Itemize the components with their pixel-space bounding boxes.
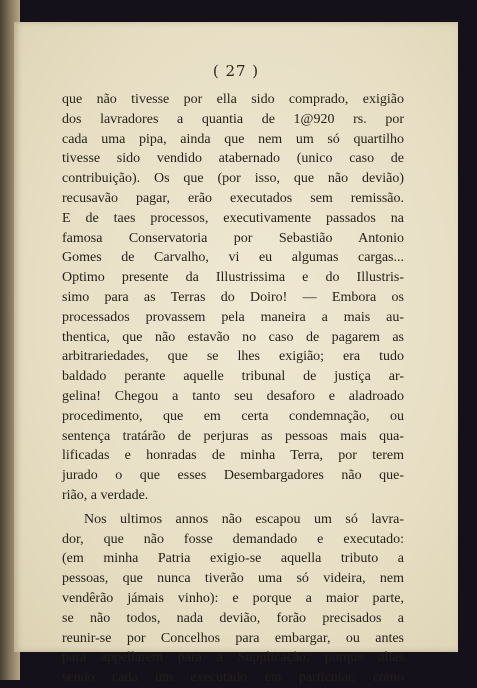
book-page: [14, 22, 458, 686]
text-line: thentica, que não estavão no caso de pagarem as: [62, 329, 404, 345]
text-line: pessoas, que nunca tiverão uma só videira, nem: [62, 571, 404, 587]
text-line: baldado perante aquelle tribunal de justiça ar-: [62, 369, 404, 385]
text-line: recusavão pagar, erão executados sem remissão.: [62, 190, 404, 206]
text-line: famosa Conservatoria por Sebastião Antonio: [62, 230, 404, 246]
text-line: processados provassem pela maneira a mais au-: [62, 309, 404, 325]
page-number: ( 27 ): [212, 62, 260, 80]
text-line: Nos ultimos annos não escapou um só lavra-: [84, 511, 404, 527]
text-line: se não todos, nada devião, forão precisados a: [62, 610, 404, 626]
text-line: procedimento, que em certa condemnação, ou: [62, 408, 404, 424]
text-line: E de taes processos, executivamente passados na: [62, 210, 404, 226]
text-line: sentença tratárão de perjuras as pessoas mais qua-: [62, 428, 404, 444]
text-line: jurado o que esses Desembargadores não que-: [62, 468, 404, 484]
text-line: dor, que não fosse demandado e executado:: [62, 531, 404, 547]
text-line: para appellarem para a Supplicação: porque alias: [62, 650, 404, 666]
page-body: [62, 90, 404, 688]
paragraph-2: [62, 510, 404, 688]
paragraph-1: [62, 90, 404, 506]
text-line: lificadas e honradas de minha Terra, por terem: [62, 448, 404, 464]
text-line: rião, a verdade.: [62, 487, 149, 503]
text-line: cada uma pipa, ainda que nem um só quartilho: [62, 131, 404, 147]
text-line: dos lavradores a quantia de 1@920 rs. por: [62, 111, 404, 127]
text-line: reunir-se por Concelhos para embargar, ou antes: [62, 630, 404, 646]
text-line: sendo cada um executado em particular, como: [62, 670, 404, 686]
text-line: simo para as Terras do Doiro! — Embora os: [62, 289, 404, 305]
text-line: Gomes de Carvalho, vi eu algumas cargas...: [62, 250, 404, 266]
text-line: (em minha Patria exigio-se aquella tributo a: [62, 551, 404, 567]
text-line: vendêrão jámais vinho): e porque a maior parte,: [62, 590, 404, 606]
text-line: arbitrariedades, que se lhes exigião; era tudo: [62, 349, 404, 365]
text-line: contribuição). Os que (por isso, que não devião): [62, 171, 404, 187]
text-line: tivesse sido vendido atabernado (unico caso de: [62, 151, 404, 167]
text-line: gelina! Chegou a tanto seu desaforo e aladroado: [62, 388, 404, 404]
text-line: Optimo presente da Illustrissima e do Illustris-: [62, 270, 404, 286]
text-line: que não tivesse por ella sido comprado, exigião: [62, 92, 404, 107]
